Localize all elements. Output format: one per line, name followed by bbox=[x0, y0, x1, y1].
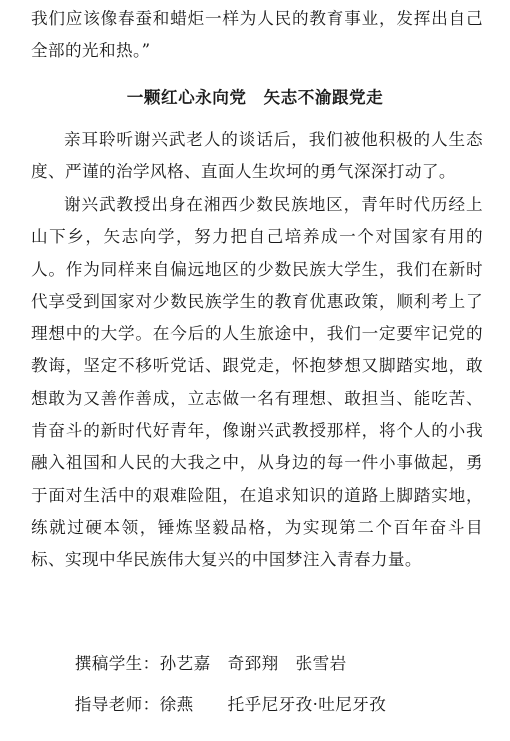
advisors-names: 徐燕 托乎尼牙孜·吐尼牙孜 bbox=[159, 695, 387, 714]
authors-label: 撰稿学生： bbox=[74, 654, 160, 673]
authors-names: 孙艺嘉 奇郅翔 张雪岩 bbox=[159, 654, 347, 673]
section-heading: 一颗红心永向党 矢志不渝跟党走 bbox=[126, 88, 384, 107]
advisors-label: 指导老师： bbox=[74, 695, 160, 714]
advisors-credit bbox=[52, 669, 386, 741]
body-paragraph-1: 亲耳聆听谢兴武老人的谈话后，我们被他积极的人生态度、严谨的治学风格、直面人生坎坷的勇气深深打动了。 bbox=[31, 130, 483, 182]
opening-paragraph: 我们应该像春蚕和蜡炬一样为人民的教育事业，发挥出自己全部的光和热。” bbox=[31, 9, 483, 61]
body-paragraph-2: 谢兴武教授出身在湘西少数民族地区，青年时代历经上山下乡，矢志向学，努力把自己培养成一个对国家有用的人。作为同样来自偏远地区的少数民族大学生，我们在新时代享受到国家对少数民族学生的教育优惠政策，顺利考上了理想中的大学。在今后的人生旅途中，我们一定要牢记党的教诲，坚定不移听党话、跟党走，怀抱梦想又脚踏实地，敢想敢为又善作善成，立志做一名有理想、敢担当、能吃苦、肯奋斗的新时代好青年，像谢兴武教授那样，将个人的小我融入祖国和人民的大我之中，从身边的每一件小事做起，勇于面对生活中的艰难险阻，在追求知识的道路上脚踏实地，练就过硬本领，锤炼坚毅品格，为实现第二个百年奋斗目标、实现中华民族伟大复兴的中国梦注入青春力量。 bbox=[31, 195, 483, 570]
